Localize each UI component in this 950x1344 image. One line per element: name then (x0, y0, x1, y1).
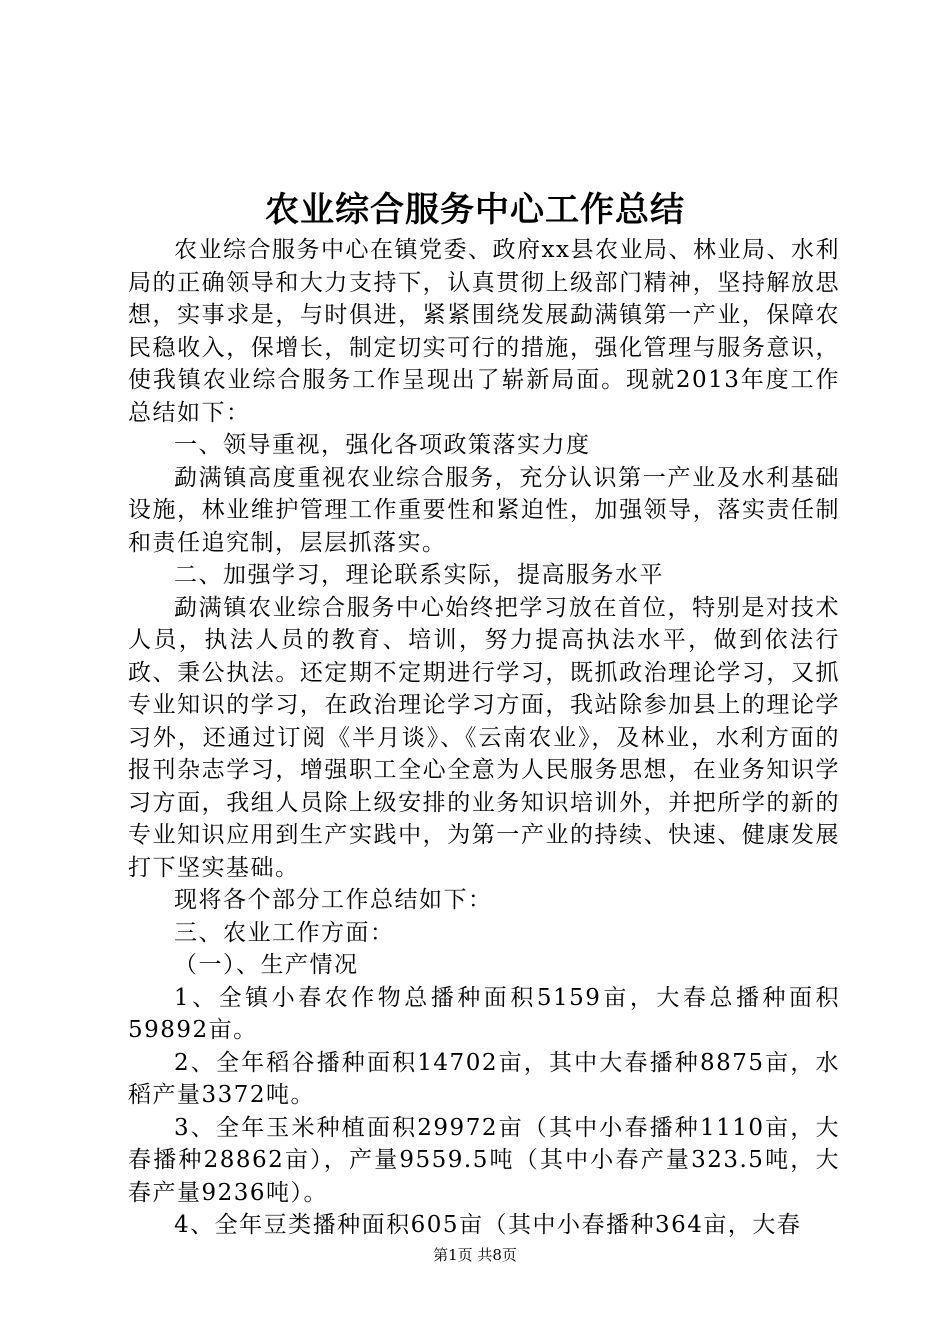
list-item-3: 3、全年玉米种植面积29972亩（其中小春播种1110亩，大春播种28862亩），产量9559.5吨（其中小春产量323.5吨，大春产量9236吨）。 (128, 1114, 840, 1206)
document-body (128, 234, 840, 1242)
list-item-4: 4、全年豆类播种面积605亩（其中小春播种364亩，大春 (174, 1212, 802, 1238)
section-2-paragraph: 勐满镇农业综合服务中心始终把学习放在首位，特别是对技术人员，执法人员的教育、培训，努力提高执法水平，做到依法行政、秉公执法。还定期不定期进行学习，既抓政治理论学习，又抓专业知识的学习，在政治理论学习方面，我站除参加县上的理论学习外，还通过订阅《半月谈》、《云南农业》，及林业，水利方面的报刊杂志学习，增强职工全心全意为人民服务思想，在业务知识学习方面，我组人员除上级安排的业务知识培训外，并把所学的新的专业知识应用到生产实践中，为第一产业的持续、快速、健康发展打下坚实基础。 (128, 594, 840, 881)
list-item-2: 2、全年稻谷播种面积14702亩，其中大春播种8875亩，水稻产量3372吨。 (128, 1049, 840, 1108)
list-item-1: 1、全镇小春农作物总播种面积5159亩，大春总播种面积59892亩。 (128, 984, 840, 1043)
section-heading-2: 二、加强学习，理论联系实际，提高服务水平 (174, 562, 664, 588)
summary-intro-line: 现将各个部分工作总结如下： (174, 887, 493, 913)
intro-paragraph: 农业综合服务中心在镇党委、政府xx县农业局、林业局、水利局的正确领导和大力支持下，认真贯彻上级部门精神，坚持解放思想，实事求是，与时俱进，紧紧围绕发展勐满镇第一产业，保障农民稳收入，保增长，制定切实可行的措施，强化管理与服务意识，使我镇农业综合服务工作呈现出了崭新局面。现就2013年度工作总结如下： (128, 237, 840, 426)
section-heading-3: 三、农业工作方面： (174, 919, 395, 946)
document-title: 农业综合服务中心工作总结 (265, 190, 685, 230)
page-footer: 第1页 共8页 (433, 1246, 517, 1264)
section-1-paragraph: 勐满镇高度重视农业综合服务，充分认识第一产业及水利基础设施，林业维护管理工作重要性和紧迫性，加强领导，落实责任制和责任追究制，层层抓落实。 (128, 464, 840, 556)
section-heading-1: 一、领导重视，强化各项政策落实力度 (174, 432, 591, 458)
subsection-heading-production: （一）、生产情况 (174, 952, 359, 978)
